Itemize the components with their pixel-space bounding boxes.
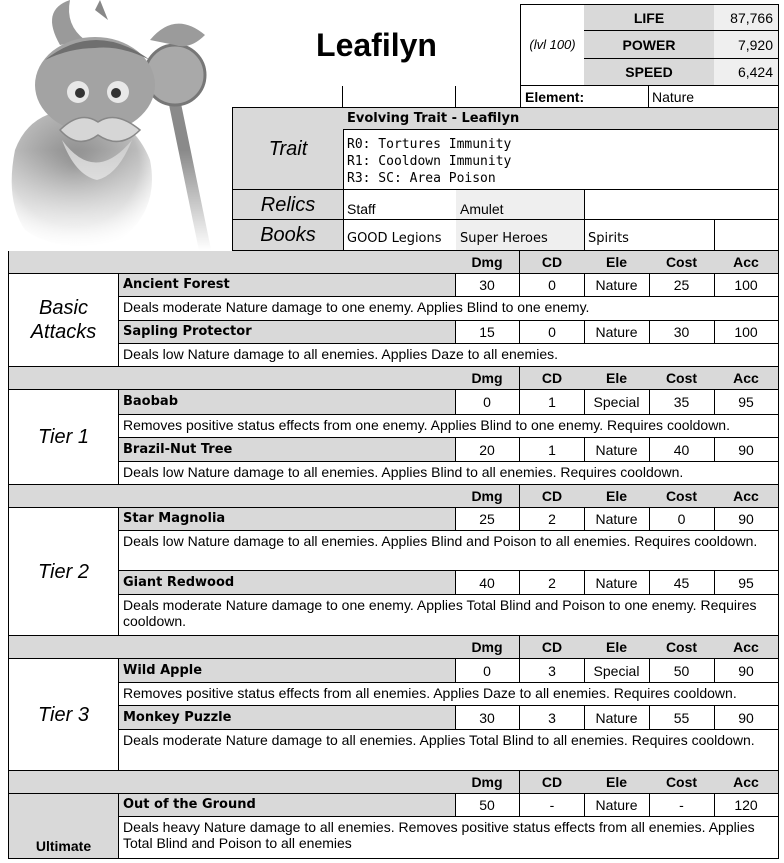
skill-ele: Special (584, 659, 650, 683)
skill-cost: 45 (649, 571, 715, 595)
skill-ele: Nature (584, 571, 650, 595)
skill-acc: 100 (714, 321, 779, 344)
skill-dmg: 0 (455, 390, 520, 415)
skill-dmg: 15 (455, 321, 520, 344)
skill-ele: Nature (584, 794, 650, 817)
column-header-acc: Acc (714, 367, 779, 390)
column-header-dmg: Dmg (455, 367, 520, 390)
element-value: Nature (648, 86, 779, 108)
column-header-cd: CD (520, 485, 585, 508)
books-label: Books (232, 220, 344, 251)
skill-cost: 55 (649, 706, 715, 730)
relic-item: Amulet (456, 190, 585, 220)
group-title (8, 794, 119, 859)
group-title-text: Basic Attacks (30, 297, 97, 343)
skill-ele: Nature (584, 438, 650, 462)
book-item (343, 220, 457, 251)
group-title-text: Tier 1 (38, 426, 89, 448)
trait-title: Evolving Trait - Leafilyn (343, 108, 779, 130)
skill-cd: 0 (520, 321, 585, 344)
skill-description: Removes positive status effects from all enemies. Applies Daze to all enemies. Requires cooldown. (119, 683, 779, 706)
skill-name: Baobab (119, 390, 456, 415)
column-header-acc: Acc (714, 485, 779, 508)
hero-name: Leafilyn (316, 27, 437, 63)
blank-cell (584, 190, 779, 220)
stat-value-speed: 6,424 (714, 59, 779, 86)
column-header-cost: Cost (649, 485, 715, 508)
skill-description: Deals moderate Nature damage to one enemy. Applies Total Blind and Poison to one enemy. Requires cooldown. (119, 595, 779, 636)
column-header-ele: Ele (584, 367, 650, 390)
trait-line: R0: Tortures Immunity (347, 137, 512, 152)
blank-cell (232, 86, 343, 108)
skill-cd: 0 (520, 274, 585, 297)
column-header-cost: Cost (649, 367, 715, 390)
group-header-band (8, 485, 456, 508)
relic-item: Staff (343, 190, 457, 220)
column-header-cost: Cost (649, 251, 715, 274)
skill-name: Sapling Protector (119, 321, 456, 344)
skill-acc: 90 (714, 706, 779, 730)
trait-label: Trait (232, 108, 344, 190)
group-title (8, 508, 119, 636)
stat-value-power: 7,920 (714, 31, 779, 59)
trait-lines (343, 130, 779, 190)
column-header-cd: CD (520, 771, 585, 794)
stat-label-power: POWER (584, 31, 715, 59)
skill-ele: Nature (584, 321, 650, 344)
column-header-cd: CD (520, 251, 585, 274)
skill-acc: 120 (714, 794, 779, 817)
skill-cd: - (520, 794, 585, 817)
stat-value-life: 87,766 (714, 4, 779, 31)
relics-label: Relics (232, 190, 344, 220)
column-header-acc: Acc (714, 251, 779, 274)
skill-name: Ancient Forest (119, 274, 456, 297)
skill-description: Deals low Nature damage to all enemies. Applies Blind to all enemies. Requires cooldown. (119, 462, 779, 485)
skill-ele: Special (584, 390, 650, 415)
group-title-text: Ultimate (35, 838, 92, 854)
column-header-cost: Cost (649, 636, 715, 659)
skill-description: Removes positive status effects from one enemy. Applies Blind to one enemy. Requires cooldown. (119, 415, 779, 438)
element-label: Element: (520, 86, 649, 108)
column-header-acc: Acc (714, 771, 779, 794)
skill-cd: 2 (520, 571, 585, 595)
stat-label-life: LIFE (584, 4, 715, 31)
book-item-text: GOOD Legions (347, 231, 442, 246)
column-header-cd: CD (520, 636, 585, 659)
book-item (456, 220, 585, 251)
blank-cell (343, 86, 456, 108)
skill-ele: Nature (584, 508, 650, 531)
group-title-text: Tier 3 (38, 703, 89, 726)
skill-acc: 95 (714, 390, 779, 415)
skill-description: Deals low Nature damage to all enemies. Applies Daze to all enemies. (119, 344, 779, 367)
skill-acc: 95 (714, 571, 779, 595)
skill-description: Deals moderate Nature damage to one enemy. Applies Blind to one enemy. (119, 297, 779, 321)
skill-cost: 25 (649, 274, 715, 297)
column-header-ele: Ele (584, 636, 650, 659)
skill-acc: 100 (714, 274, 779, 297)
skill-dmg: 0 (455, 659, 520, 683)
group-header-band (8, 251, 456, 274)
column-header-cost: Cost (649, 771, 715, 794)
group-title (8, 274, 119, 367)
skill-acc: 90 (714, 659, 779, 683)
skill-name: Giant Redwood (119, 571, 456, 595)
column-header-ele: Ele (584, 485, 650, 508)
column-header-acc: Acc (714, 636, 779, 659)
column-header-cd: CD (520, 367, 585, 390)
group-header-band (8, 771, 456, 794)
skill-dmg: 25 (455, 508, 520, 531)
group-title (8, 659, 119, 771)
book-item (584, 220, 715, 251)
trait-line: R3: SC: Area Poison (347, 171, 496, 186)
skill-dmg: 50 (455, 794, 520, 817)
skill-cd: 3 (520, 659, 585, 683)
column-header-dmg: Dmg (455, 485, 520, 508)
column-header-ele: Ele (584, 251, 650, 274)
skill-ele: Nature (584, 274, 650, 297)
skill-description: Deals low Nature damage to all enemies. Applies Blind and Poison to all enemies. Requires cooldown. (119, 531, 779, 571)
skill-dmg: 40 (455, 571, 520, 595)
book-item-text: Spirits (588, 231, 629, 246)
skill-name: Monkey Puzzle (119, 706, 456, 730)
stat-label-speed: SPEED (584, 59, 715, 86)
skill-cd: 1 (520, 390, 585, 415)
column-header-ele: Ele (584, 771, 650, 794)
skill-cd: 1 (520, 438, 585, 462)
hero-level: (lvl 100) (520, 4, 585, 86)
skill-dmg: 20 (455, 438, 520, 462)
column-header-dmg: Dmg (455, 251, 520, 274)
book-item-text: Super Heroes (460, 231, 548, 246)
skill-cost: 40 (649, 438, 715, 462)
skill-acc: 90 (714, 438, 779, 462)
column-header-dmg: Dmg (455, 771, 520, 794)
trait-line: R1: Cooldown Immunity (347, 154, 512, 169)
skill-cd: 2 (520, 508, 585, 531)
hero-portrait (0, 0, 232, 250)
skill-dmg: 30 (455, 706, 520, 730)
skill-cost: 50 (649, 659, 715, 683)
column-header-dmg: Dmg (455, 636, 520, 659)
skill-cd: 3 (520, 706, 585, 730)
group-header-band (8, 636, 456, 659)
skill-name: Star Magnolia (119, 508, 456, 531)
skill-name: Brazil-Nut Tree (119, 438, 456, 462)
group-title-text: Tier 2 (38, 560, 89, 583)
group-title (8, 390, 119, 485)
skill-ele: Nature (584, 706, 650, 730)
skill-name: Out of the Ground (119, 794, 456, 817)
skill-name: Wild Apple (119, 659, 456, 683)
skill-cost: 35 (649, 390, 715, 415)
skill-description: Deals heavy Nature damage to all enemies. Removes positive status effects from all enemies. Applies Total Blind and Poison to all enemies (119, 817, 779, 859)
blank-cell (456, 86, 521, 108)
skill-description: Deals moderate Nature damage to all enemies. Applies Total Blind to all enemies. Requires cooldown. (119, 730, 779, 771)
skill-cost: 0 (649, 508, 715, 531)
blank-cell (714, 220, 779, 251)
skill-cost: 30 (649, 321, 715, 344)
skill-dmg: 30 (455, 274, 520, 297)
skill-cost: - (649, 794, 715, 817)
skill-acc: 90 (714, 508, 779, 531)
group-header-band (8, 367, 456, 390)
